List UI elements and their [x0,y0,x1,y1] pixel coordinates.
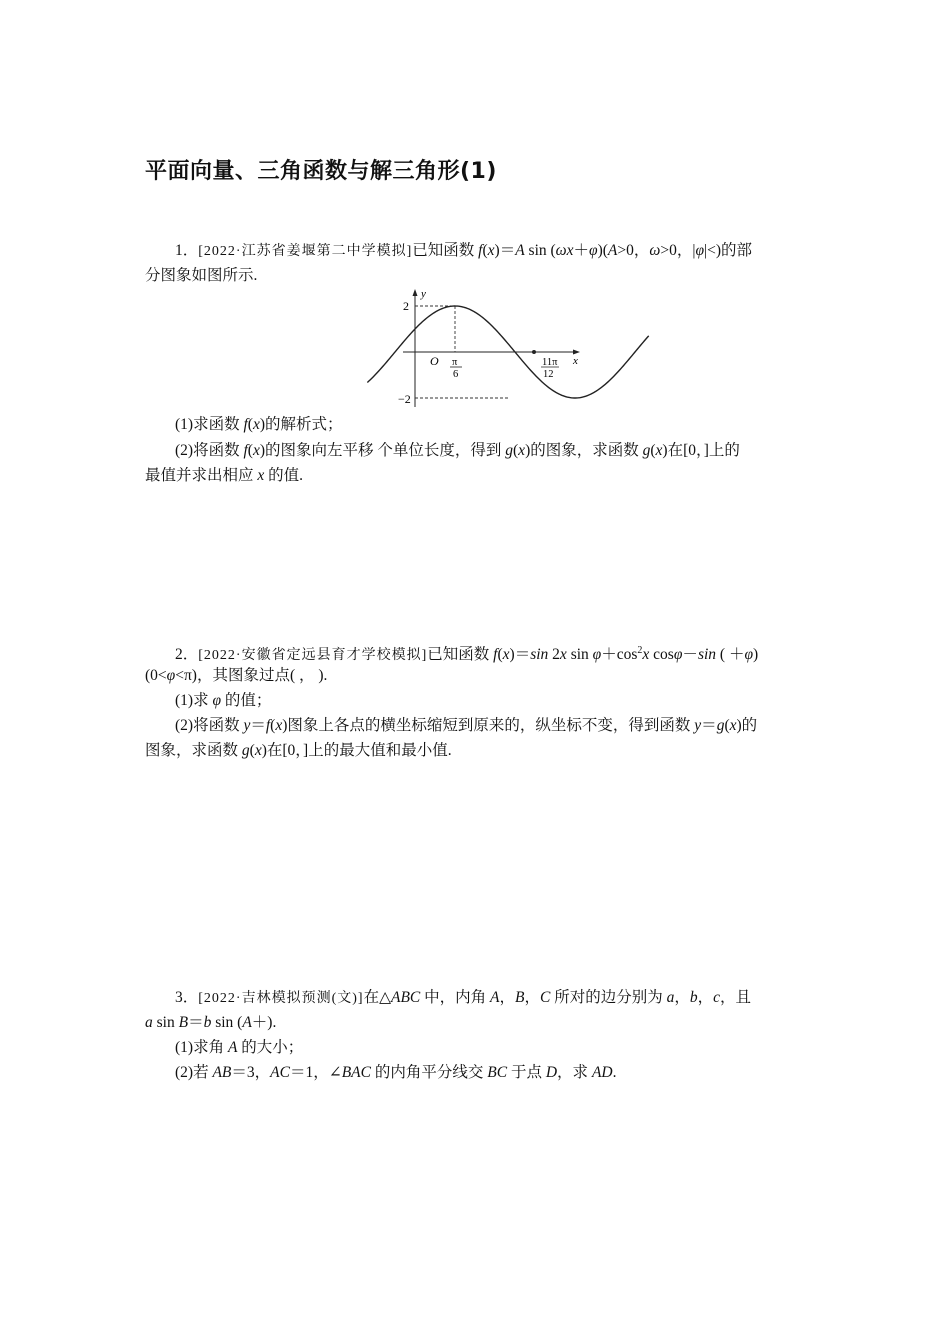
tick-11pi12-num: 11π [542,357,558,368]
problem-1-question-2-line-1: (2)将函数 f(x)的图象向左平移 个单位长度，得到 g(x)的图象，求函数 g(x)在[0，]上的 [175,442,740,459]
problem-3-question-2: (2)若 AB＝3，AC＝1，∠BAC 的内角平分线交 BC 于点 D，求 AD. [175,1064,617,1081]
problem-1-question-1: (1)求函数 f(x)的解析式； [175,416,343,433]
page-title: 平面向量、三角函数与解三角形(1) [145,159,497,184]
zero-point [532,350,536,354]
problem-1-stem-line-1: 1．[2022·江苏省姜堰第二中学模拟]已知函数 f(x)＝A sin (ωx＋φ)(A>0，ω>0，|φ|<)的部 [175,242,753,259]
problem-3-source: [2022·吉林模拟预测(文)] [198,991,364,1006]
tick-pi6-num: π [452,357,458,368]
problem-3-stem-line-2: a sin B＝b sin (A＋). [145,1014,277,1031]
problem-3-stem-line-1: 3．[2022·吉林模拟预测(文)]在△ABC 中，内角 A，B，C 所对的边分别为 a，b，c，且 [175,989,752,1006]
tick-pi6-den: 6 [453,369,459,380]
y-label: y [421,288,426,300]
x-label: x [573,355,578,367]
tick-11pi12-den: 12 [543,369,554,380]
y-max-label: 2 [403,299,409,313]
problem-1-stem-line-2: 分图象如图所示. [145,267,258,284]
problem-1-question-2-line-2: 最值并求出相应 x 的值. [145,467,304,484]
origin-label: O [430,354,439,368]
x-axis-arrow [573,350,580,355]
problem-3-question-1: (1)求角 A 的大小； [175,1039,304,1056]
problem-2-question-2-line-1: (2)将函数 y＝f(x)图象上各点的横坐标缩短到原来的，纵坐标不变，得到函数 y＝g(x)的 [175,717,758,734]
problem-2-stem-line-2: (0<φ<π)，其图象过点( ， ). [145,667,328,684]
y-min-label: −2 [398,392,411,406]
problem-2-question-1: (1)求 φ 的值； [175,692,272,709]
y-axis-arrow [413,289,418,296]
problem-2-source: [2022·安徽省定远县育才学校模拟] [198,648,428,663]
problem-2-question-2-line-2: 图象，求函数 g(x)在[0，]上的最大值和最小值. [145,742,452,759]
sine-graph [400,285,590,410]
problem-2-stem-line-1: 2．[2022·安徽省定远县育才学校模拟]已知函数 f(x)＝sin 2x $\sin \varphi+\cos^2x$ cosφ－sin ( ＋φ) [175,645,759,663]
problem-1-source: [2022·江苏省姜堰第二中学模拟] [198,244,413,259]
